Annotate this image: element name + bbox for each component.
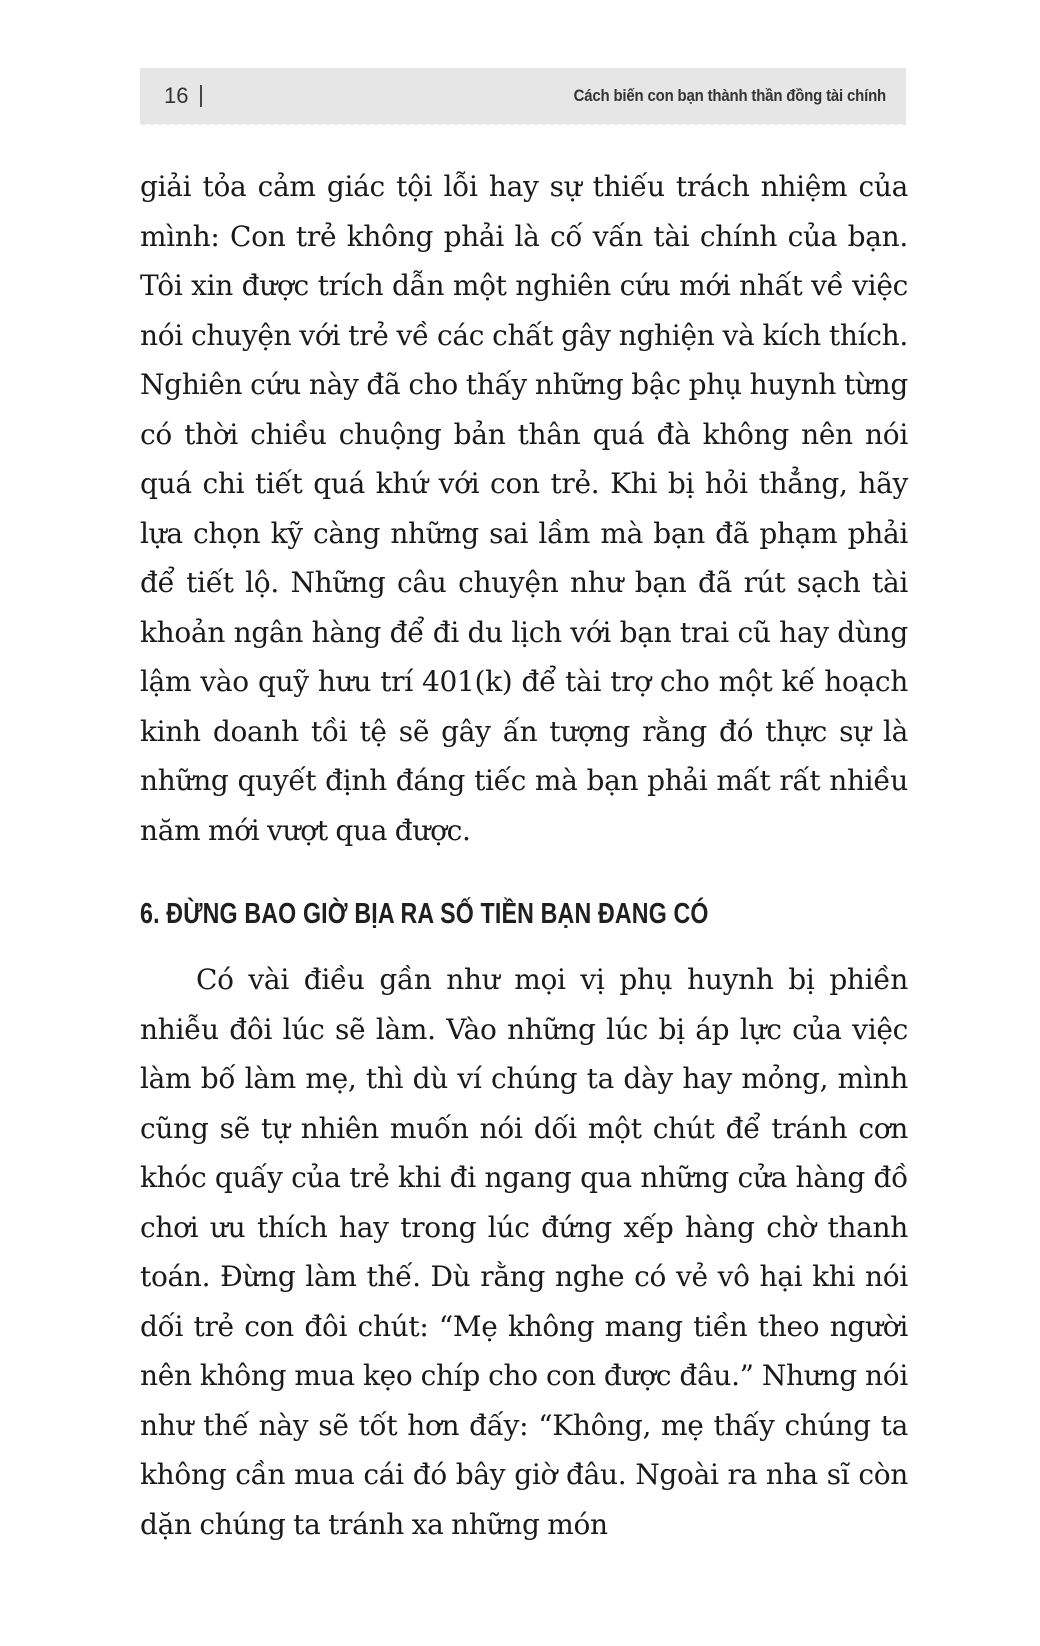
header-divider [200,85,202,107]
paragraph-1: giải tỏa cảm giác tội lỗi hay sự thiếu trách nhiệm của mình: Con trẻ không phải là cố vấn tài chính của bạn. Tôi xin được trích dẫn một nghiên cứu mới nhất về việc nói chuyện với trẻ về các chất gây nghiện và kích thích. Nghiên cứu này đã cho thấy những bậc phụ huynh từng có thời chiều chuộng bản thân quá đà không nên nói quá chi tiết quá khứ với con trẻ. Khi bị hỏi thẳng, hãy lựa chọn kỹ càng những sai lầm mà bạn đã phạm phải để tiết lộ. Những câu chuyện như bạn đã rút sạch tài khoản ngân hàng để đi du lịch với bạn trai cũ hay dùng lậm vào quỹ hưu trí 401(k) để tài trợ cho một kế hoạch kinh doanh tồi tệ sẽ gây ấn tượng rằng đó thực sự là những quyết định đáng tiếc mà bạn phải mất rất nhiều năm mới vượt qua được. [140,170,908,847]
section-heading: 6. ĐỪNG BAO GIỜ BỊA RA SỐ TIỀN BẠN ĐANG CÓ [140,898,709,930]
page-number: 16 [164,83,189,108]
paragraph-2: Có vài điều gần như mọi vị phụ huynh bị phiền nhiễu đôi lúc sẽ làm. Vào những lúc bị áp lực của việc làm bố làm mẹ, thì dù ví chúng ta dày hay mỏng, mình cũng sẽ tự nhiên muốn nói dối một chút để tránh cơn khóc quấy của trẻ khi đi ngang qua những cửa hàng đồ chơi ưu thích hay trong lúc đứng xếp hàng chờ thanh toán. Đừng làm thế. Dù rằng nghe có vẻ vô hại khi nói dối trẻ con đôi chút: “Mẹ không mang tiền theo người nên không mua kẹo chíp cho con được đâu.” Nhưng nói như thế này sẽ tốt hơn đấy: “Không, mẹ thấy chúng ta không cần mua cái đó bây giờ đâu. Ngoài ra nha sĩ còn dặn chúng ta tránh xa những món [140,963,908,1541]
running-header [140,68,906,124]
header-scalloped-edge [140,122,906,128]
header-left [164,83,202,109]
book-title: Cách biến con bạn thành thần đồng tài chính [573,86,886,105]
